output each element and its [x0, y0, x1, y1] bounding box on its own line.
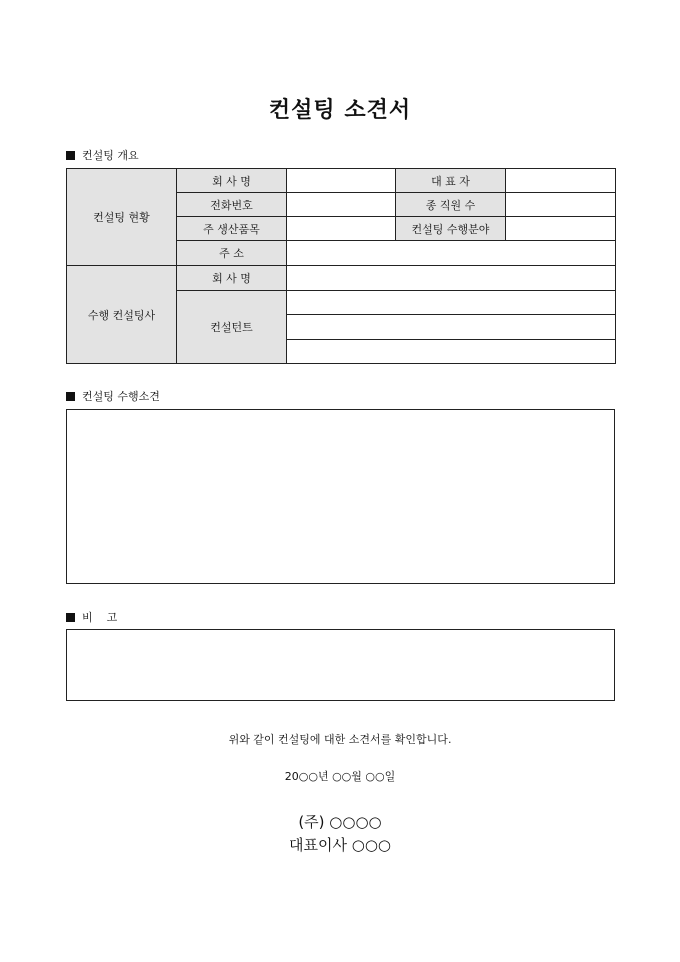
value-employees[interactable]: [506, 193, 616, 217]
group-performing-consultancy: 수행 컨설팅사: [67, 266, 177, 364]
confirmation-text: 위와 같이 컨설팅에 대한 소견서를 확인합니다.: [228, 733, 452, 746]
label-address: 주 소: [177, 241, 287, 266]
opinion-textarea[interactable]: [66, 409, 615, 584]
document-title: 컨설팅 소견서: [268, 98, 412, 123]
label-main-products: 주 생산품목: [177, 217, 287, 241]
square-bullet-icon: [66, 392, 75, 401]
section-opinion-label: 컨설팅 수행소견: [82, 390, 160, 403]
label-phone: 전화번호: [177, 193, 287, 217]
value-company-name[interactable]: [287, 169, 396, 193]
label-company-name-2: 회 사 명: [177, 266, 287, 290]
section-opinion-heading: [66, 388, 160, 404]
overview-table: [66, 168, 616, 364]
square-bullet-icon: [66, 151, 75, 160]
section-overview-label: 컨설팅 개요: [82, 149, 139, 162]
label-company-name: 회 사 명: [177, 169, 287, 193]
value-consultant-3[interactable]: [287, 339, 616, 363]
value-phone[interactable]: [287, 193, 396, 217]
label-employees: 종 직원 수: [396, 193, 506, 217]
value-consultant-2[interactable]: [287, 314, 616, 339]
value-representative[interactable]: [506, 169, 616, 193]
label-consultant: 컨설턴트: [177, 290, 287, 363]
ceo-signature: 대표이사 ○○○: [289, 836, 391, 854]
company-signature: (주) ○○○○: [298, 813, 382, 831]
value-company-name-2[interactable]: [287, 266, 616, 290]
group-consulting-status: 컨설팅 현황: [67, 169, 177, 266]
value-address[interactable]: [287, 241, 616, 266]
date-text: 20○○년 ○○월 ○○일: [284, 770, 396, 783]
section-remarks-heading: [66, 609, 117, 625]
remarks-textarea[interactable]: [66, 629, 615, 701]
square-bullet-icon: [66, 613, 75, 622]
label-consulting-field: 컨설팅 수행분야: [396, 217, 506, 241]
value-consultant-1[interactable]: [287, 290, 616, 314]
label-representative: 대 표 자: [396, 169, 506, 193]
value-consulting-field[interactable]: [506, 217, 616, 241]
section-remarks-label: 비 고: [82, 611, 118, 624]
value-main-products[interactable]: [287, 217, 396, 241]
section-overview-heading: [66, 147, 139, 163]
